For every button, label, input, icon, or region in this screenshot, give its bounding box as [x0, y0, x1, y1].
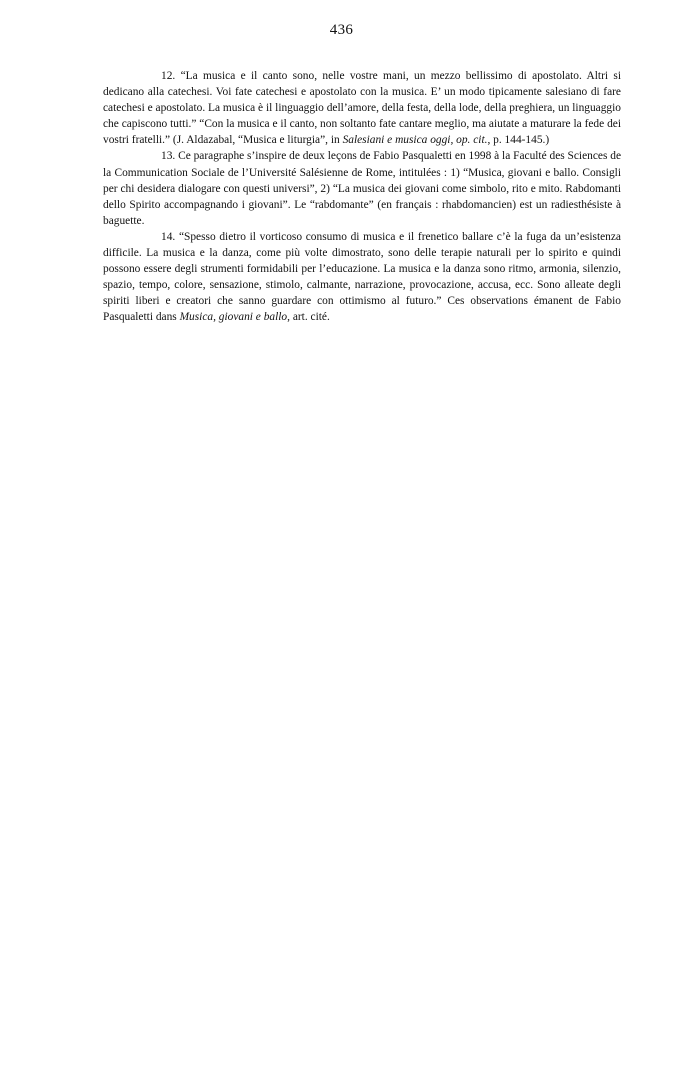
- footnote-text: “Spesso dietro il vorticoso consumo di musica e il frenetico ballare c’è la fuga da un’esistenza difficile. La musica e la danza, come più volte dimostrato, sono delle terapie naturali per lo spirito e quindi possono essere degli strumenti formidabili per l’educazione. La musica e la danza sono ritmo, armonia, silenzio, spazio, tempo, colore, sensazione, stimolo, calmante, narrazione, provocazione, accusa, ecc. Sono alleate degli spiriti liberi e creatori che sanno guardare con ottimismo al futuro.” Ces observations émanent de Fabio Pasqualetti dans: [103, 230, 621, 324]
- footnote-tail: , art. cité.: [287, 311, 330, 324]
- footnote-italic-title: Musica, giovani e ballo: [179, 311, 288, 324]
- footnote-text: Ce paragraphe s’inspire de deux leçons de Fabio Pasqualetti en 1998 à la Faculté des Sciences de la Communication Sociale de l’Université Salésienne de Rome, intitulées : 1) “Musica, giovani e ballo. Consigli per chi desidera dialogare con questi universi”, 2) “La musica dei giovani come simbolo, rito e mito. Rabdomanti dello Spirito accompagnando i giovani”. Le “rabdomante” (en français : rhabdomancien) est un radiesthésiste à baguette.: [103, 150, 621, 227]
- footnote-italic-title: Salesiani e musica oggi, op. cit.: [342, 134, 488, 147]
- footnotes: [103, 68, 621, 326]
- footnote-number: 14.: [161, 230, 176, 243]
- footnote-12: [103, 68, 621, 148]
- footnote-tail: , p. 144-145.): [487, 134, 550, 147]
- footnote-number: 13.: [161, 150, 176, 163]
- page-number: 436: [329, 22, 354, 38]
- footnote-text: “La musica e il canto sono, nelle vostre mani, un mezzo bellissimo di apostolato. Altri si dedicano alla catechesi. Voi fate catechesi e apostolato con la musica. E’ un modo tipicamente salesiano di fare catechesi e apostolato. La musica è il linguaggio dell’amore, della festa, della lode, della preghiera, un linguaggio che capiscono tutti.” “Con la musica e il canto, non soltanto fate cantare meglio, ma aiutate a maturare la fede dei vostri fratelli.” (J. Aldazabal, “Musica e liturgia”, in: [103, 70, 621, 147]
- footnote-14: [103, 229, 621, 326]
- footnote-13: [103, 148, 621, 228]
- footnote-number: 12.: [161, 70, 176, 82]
